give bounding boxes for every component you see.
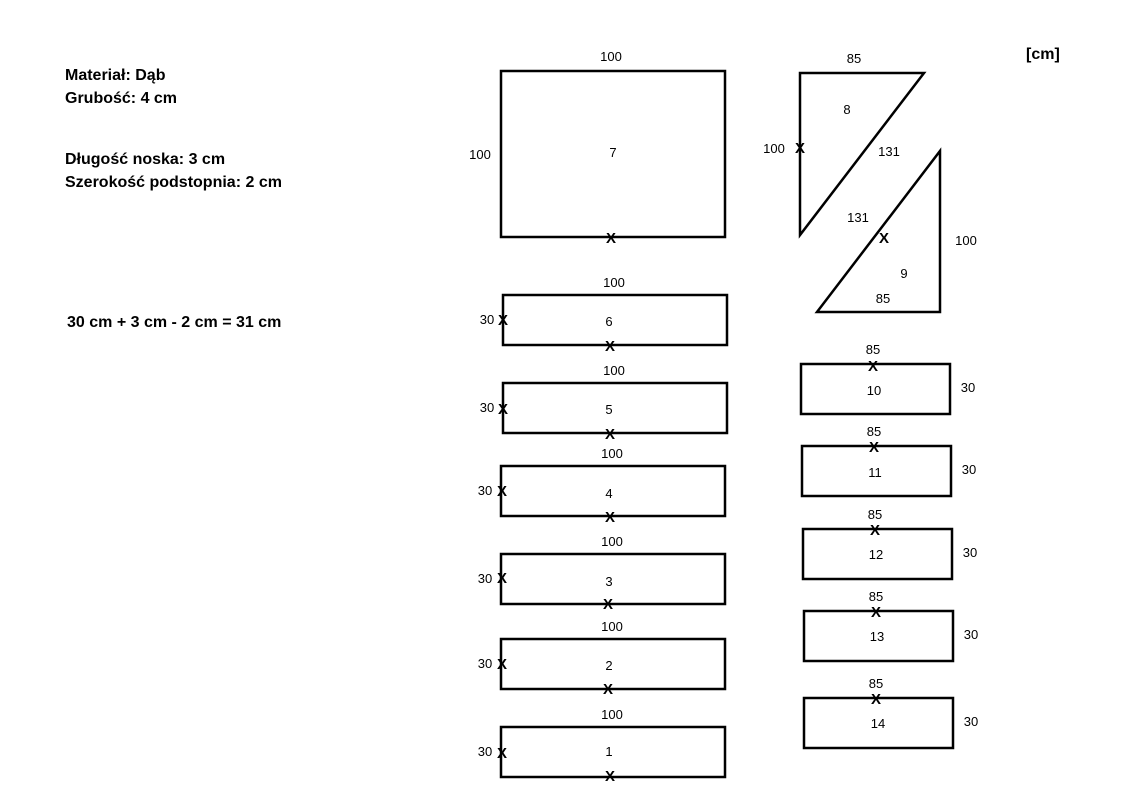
- piece-9-mark-diagonal: X: [878, 230, 890, 247]
- piece-6: [480, 275, 727, 355]
- piece-5-number: 5: [605, 402, 613, 417]
- piece-12-width-label: 85: [867, 507, 883, 522]
- piece-7-number: 7: [609, 145, 617, 160]
- piece-4-height-label: 30: [477, 483, 493, 498]
- piece-5-mark-bottom: X: [604, 426, 616, 443]
- piece-11-height-label: 30: [961, 462, 977, 477]
- piece-11-width-label: 85: [866, 424, 882, 439]
- piece-9-height-label: 100: [955, 233, 977, 248]
- piece-1-mark-bottom: X: [604, 768, 616, 785]
- piece-4-number: 4: [605, 486, 613, 501]
- piece-11-number: 11: [868, 465, 882, 480]
- piece-8-height-label: 100: [763, 141, 785, 156]
- piece-10-height-label: 30: [960, 380, 976, 395]
- piece-8-number: 8: [843, 102, 851, 117]
- riser-width-label: Szerokość podstopnia: 2 cm: [65, 174, 282, 191]
- piece-6-number: 6: [605, 314, 613, 329]
- piece-8-mark-left: X: [794, 140, 806, 157]
- piece-14-mark-top: X: [870, 691, 882, 708]
- piece-10: [801, 342, 975, 414]
- piece-1: [478, 707, 725, 785]
- piece-14-height-label: 30: [963, 714, 979, 729]
- piece-2-height-label: 30: [477, 656, 493, 671]
- piece-12-mark-top: X: [869, 522, 881, 539]
- piece-5-width-label: 100: [603, 363, 625, 378]
- piece-4-mark-bottom: X: [604, 509, 616, 526]
- piece-6-width-label: 100: [603, 275, 625, 290]
- material-label: Materiał: Dąb: [65, 67, 166, 84]
- piece-6-mark-bottom: X: [604, 338, 616, 355]
- piece-7-height-label: 100: [469, 147, 491, 162]
- piece-8: [763, 51, 924, 235]
- piece-10-number: 10: [866, 383, 882, 398]
- piece-11-mark-top: X: [868, 439, 880, 456]
- piece-4: [478, 446, 725, 526]
- piece-9-width-label: 85: [875, 291, 891, 306]
- piece-7-mark-bottom: X: [605, 230, 617, 247]
- piece-2: [478, 619, 725, 698]
- height-formula: 30 cm + 3 cm - 2 cm = 31 cm: [67, 314, 282, 331]
- piece-14-width-label: 85: [868, 676, 884, 691]
- piece-3-height-label: 30: [477, 571, 493, 586]
- piece-13-width-label: 85: [868, 589, 884, 604]
- piece-8-width-label: 85: [846, 51, 862, 66]
- piece-6-height-label: 30: [479, 312, 495, 327]
- piece-3-number: 3: [605, 574, 613, 589]
- nose-length-label: Długość noska: 3 cm: [65, 151, 226, 168]
- piece-9-diagonal-label: 131: [847, 210, 869, 225]
- piece-5-mark-left: X: [497, 401, 509, 418]
- piece-5-height-label: 30: [479, 400, 495, 415]
- piece-14: [804, 676, 978, 748]
- piece-13-mark-top: X: [870, 604, 882, 621]
- piece-14-number: 14: [870, 716, 886, 731]
- piece-9-number: 9: [900, 266, 908, 281]
- piece-4-width-label: 100: [601, 446, 623, 461]
- piece-10-mark-top: X: [867, 358, 879, 375]
- piece-3-mark-left: X: [496, 570, 508, 587]
- piece-8-diagonal-label: 131: [878, 144, 900, 159]
- unit-label: [cm]: [1026, 46, 1060, 63]
- piece-3-width-label: 100: [601, 534, 623, 549]
- piece-12-height-label: 30: [962, 545, 978, 560]
- piece-2-width-label: 100: [601, 619, 623, 634]
- piece-1-height-label: 30: [477, 744, 493, 759]
- piece-2-number: 2: [605, 658, 613, 673]
- piece-1-mark-left: X: [496, 745, 508, 762]
- piece-13-height-label: 30: [963, 627, 979, 642]
- piece-1-width-label: 100: [601, 707, 623, 722]
- piece-12-number: 12: [868, 547, 884, 562]
- piece-9: [817, 151, 977, 312]
- piece-4-mark-left: X: [496, 483, 508, 500]
- piece-13-number: 13: [869, 629, 885, 644]
- piece-2-mark-bottom: X: [602, 681, 614, 698]
- piece-7: [469, 49, 725, 247]
- piece-10-width-label: 85: [865, 342, 881, 357]
- piece-13: [804, 589, 978, 661]
- piece-6-mark-left: X: [497, 312, 509, 329]
- piece-5: [480, 363, 727, 443]
- piece-2-mark-left: X: [496, 656, 508, 673]
- piece-3: [478, 534, 725, 613]
- piece-1-number: 1: [605, 744, 613, 759]
- piece-3-mark-bottom: X: [602, 596, 614, 613]
- piece-11: [802, 424, 976, 496]
- piece-7-width-label: 100: [600, 49, 622, 64]
- piece-12: [803, 507, 977, 579]
- thickness-label: Grubość: 4 cm: [65, 90, 178, 107]
